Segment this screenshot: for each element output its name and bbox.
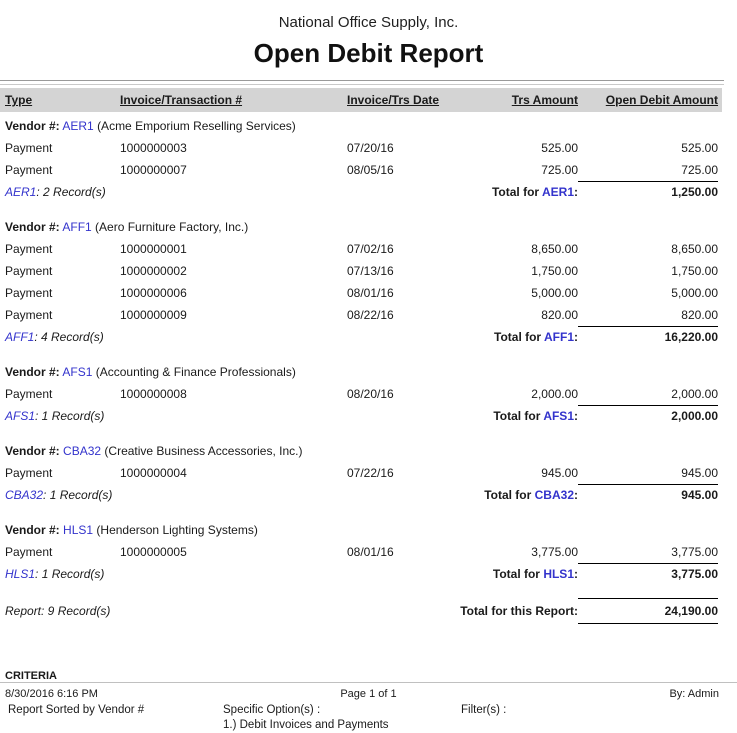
transaction-open-debit-amount: 8,650.00 [671, 242, 718, 256]
vendor-total-amount: 945.00 [681, 488, 718, 502]
transaction-trs-amount: 945.00 [541, 466, 578, 480]
transaction-row [0, 159, 722, 181]
vendor-label: Vendor #: [5, 444, 60, 458]
vendor-total-label: Total for AFF1: [494, 330, 578, 344]
vendor-code-link[interactable]: AFF1 [62, 220, 92, 234]
transaction-open-debit-amount: 3,775.00 [578, 541, 718, 564]
footer-datetime: 8/30/2016 6:16 PM [5, 688, 98, 700]
transaction-row [0, 238, 722, 260]
header-divider-bottom [0, 84, 724, 85]
transaction-rows [0, 238, 737, 326]
column-header-open-debit: Open Debit Amount [605, 93, 718, 107]
vendor-summary-row [0, 484, 722, 506]
vendor-header-row [0, 519, 737, 541]
transaction-open-debit-amount: 1,750.00 [671, 264, 718, 278]
transaction-invoice-number: 1000000001 [120, 242, 187, 256]
criteria-section [0, 670, 737, 733]
transaction-open-debit-amount: 2,000.00 [578, 383, 718, 406]
transaction-row [0, 541, 722, 563]
header-divider-top [0, 80, 724, 81]
criteria-specific-options [223, 703, 461, 733]
vendor-group [0, 216, 737, 348]
vendor-code-link[interactable]: HLS1 [5, 567, 36, 581]
vendor-name: (Acme Emporium Reselling Services) [97, 119, 296, 133]
footer-author: By: Admin [669, 688, 719, 700]
vendor-summary-row [0, 563, 722, 585]
vendor-header-row [0, 440, 737, 462]
vendor-code-link[interactable]: AFF1 [5, 330, 35, 344]
vendor-total-amount: 16,220.00 [664, 330, 718, 344]
transaction-type: Payment [5, 141, 53, 155]
transaction-invoice-number: 1000000002 [120, 264, 187, 278]
transaction-type: Payment [5, 264, 53, 278]
company-name: National Office Supply, Inc. [278, 14, 459, 31]
vendor-record-count: HLS1: 1 Record(s) [5, 567, 105, 581]
vendor-code-link[interactable]: CBA32 [534, 488, 574, 502]
report-total-label: Total for this Report: [460, 604, 578, 618]
vendor-group [0, 440, 737, 506]
transaction-row [0, 282, 722, 304]
transaction-open-debit-amount: 525.00 [681, 141, 718, 155]
criteria-heading: CRITERIA [5, 670, 57, 682]
transaction-rows [0, 383, 737, 405]
transaction-type: Payment [5, 286, 53, 300]
vendor-code-link[interactable]: HLS1 [543, 567, 574, 581]
transaction-trs-amount: 1,750.00 [531, 264, 578, 278]
vendor-name: (Henderson Lighting Systems) [96, 523, 258, 537]
vendor-name: (Creative Business Accessories, Inc.) [104, 444, 303, 458]
transaction-date: 07/22/16 [347, 466, 394, 480]
vendor-label: Vendor #: [5, 523, 60, 537]
vendor-code-link[interactable]: AFF1 [544, 330, 574, 344]
vendor-record-count: CBA32: 1 Record(s) [5, 488, 113, 502]
transaction-date: 08/22/16 [347, 308, 394, 322]
vendor-header-row [0, 115, 737, 137]
vendor-total-label: Total for AER1: [491, 185, 578, 199]
vendor-total-label: Total for AFS1: [493, 409, 578, 423]
transaction-date: 07/13/16 [347, 264, 394, 278]
transaction-row [0, 260, 722, 282]
vendor-summary-row [0, 181, 722, 203]
vendor-code-link[interactable]: AER1 [541, 185, 574, 199]
transaction-type: Payment [5, 545, 53, 559]
transaction-date: 08/01/16 [347, 545, 394, 559]
vendor-code-link[interactable]: HLS1 [63, 523, 94, 537]
transaction-trs-amount: 5,000.00 [531, 286, 578, 300]
transaction-type: Payment [5, 242, 53, 256]
footer-page-number: Page 1 of 1 [340, 688, 397, 700]
transaction-trs-amount: 3,775.00 [531, 545, 578, 559]
vendor-code-link[interactable]: CBA32 [63, 444, 102, 458]
transaction-type: Payment [5, 163, 53, 177]
report-summary-row [0, 598, 722, 624]
transaction-row [0, 462, 722, 484]
transaction-date: 08/01/16 [347, 286, 394, 300]
criteria-columns [5, 703, 737, 733]
specific-option-1: 1.) Debit Invoices and Payments [223, 719, 389, 731]
column-header-bar [0, 88, 722, 112]
vendor-total-amount: 2,000.00 [671, 409, 718, 423]
transaction-rows [0, 462, 737, 484]
column-header-date: Invoice/Trs Date [347, 93, 440, 107]
transaction-type: Payment [5, 387, 53, 401]
vendor-label: Vendor #: [5, 220, 60, 234]
transaction-invoice-number: 1000000006 [120, 286, 187, 300]
vendor-header-row [0, 216, 737, 238]
vendor-name: (Aero Furniture Factory, Inc.) [95, 220, 249, 234]
transaction-trs-amount: 8,650.00 [531, 242, 578, 256]
report-record-count: Report: 9 Record(s) [5, 604, 111, 618]
vendor-summary-row [0, 405, 722, 427]
column-header-trs-amount: Trs Amount [511, 93, 578, 107]
criteria-filters-label: Filter(s) : [461, 704, 507, 716]
column-header-invoice: Invoice/Transaction # [120, 93, 243, 107]
vendor-code-link[interactable]: AFS1 [543, 409, 574, 423]
vendor-total-label: Total for CBA32: [484, 488, 578, 502]
transaction-open-debit-amount: 725.00 [578, 159, 718, 182]
transaction-trs-amount: 525.00 [541, 141, 578, 155]
transaction-row [0, 383, 722, 405]
vendor-code-link[interactable]: AFS1 [5, 409, 36, 423]
column-header-type: Type [5, 93, 33, 107]
transaction-type: Payment [5, 308, 53, 322]
transaction-trs-amount: 2,000.00 [531, 387, 578, 401]
vendor-total-label: Total for HLS1: [492, 567, 578, 581]
vendor-group [0, 519, 737, 585]
vendor-code-link[interactable]: AER1 [62, 119, 94, 133]
vendor-code-link[interactable]: AFS1 [62, 365, 93, 379]
vendor-total-amount: 1,250.00 [671, 185, 718, 199]
transaction-date: 08/20/16 [347, 387, 394, 401]
vendor-record-count: AFS1: 1 Record(s) [5, 409, 105, 423]
transaction-date: 07/20/16 [347, 141, 394, 155]
report-title: Open Debit Report [253, 38, 484, 68]
specific-options-label: Specific Option(s) : [223, 704, 321, 716]
vendor-total-amount: 3,775.00 [671, 567, 718, 581]
vendor-label: Vendor #: [5, 119, 60, 133]
transaction-open-debit-amount: 820.00 [578, 304, 718, 327]
transaction-row [0, 304, 722, 326]
transaction-trs-amount: 820.00 [541, 308, 578, 322]
report-total-amount: 24,190.00 [578, 598, 718, 624]
transaction-date: 07/02/16 [347, 242, 394, 256]
vendor-label: Vendor #: [5, 365, 60, 379]
transaction-invoice-number: 1000000009 [120, 308, 187, 322]
page-footer [0, 682, 737, 700]
vendor-groups [0, 115, 737, 585]
vendor-header-row [0, 361, 737, 383]
transaction-invoice-number: 1000000004 [120, 466, 187, 480]
transaction-invoice-number: 1000000003 [120, 141, 187, 155]
vendor-code-link[interactable]: CBA32 [5, 488, 44, 502]
vendor-code-link[interactable]: AER1 [5, 185, 37, 199]
transaction-trs-amount: 725.00 [541, 163, 578, 177]
transaction-row [0, 137, 722, 159]
vendor-name: (Accounting & Finance Professionals) [95, 365, 296, 379]
transaction-rows [0, 137, 737, 181]
vendor-group [0, 361, 737, 427]
transaction-invoice-number: 1000000008 [120, 387, 187, 401]
vendor-group [0, 115, 737, 203]
transaction-date: 08/05/16 [347, 163, 394, 177]
vendor-summary-row [0, 326, 722, 348]
transaction-open-debit-amount: 945.00 [578, 462, 718, 485]
transaction-type: Payment [5, 466, 53, 480]
transaction-open-debit-amount: 5,000.00 [671, 286, 718, 300]
transaction-invoice-number: 1000000005 [120, 545, 187, 559]
transaction-invoice-number: 1000000007 [120, 163, 187, 177]
criteria-sorted-by: Report Sorted by Vendor # [8, 704, 145, 716]
transaction-rows [0, 541, 737, 563]
vendor-record-count: AFF1: 4 Record(s) [5, 330, 104, 344]
vendor-record-count: AER1: 2 Record(s) [5, 185, 106, 199]
